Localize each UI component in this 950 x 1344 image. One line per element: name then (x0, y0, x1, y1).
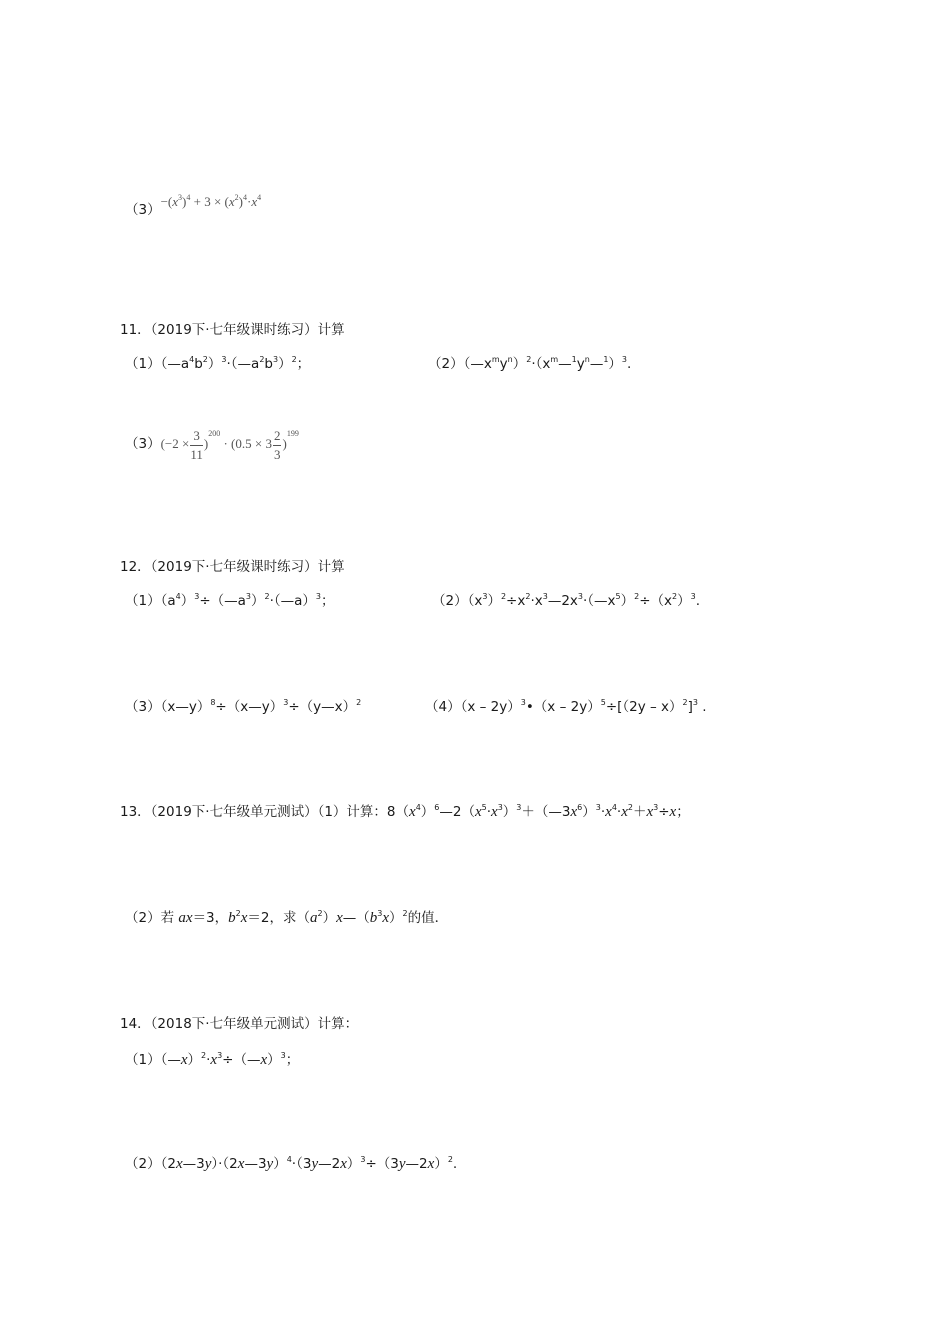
problem-14-item-1: $(1)(—x)^2\cdot x^3\div(—x)^3$； (125, 1051, 300, 1068)
problem-10-item-3 (125, 193, 262, 220)
problem-14-heading: 14．（2018下·七年级单元测试）计算： (120, 1016, 359, 1032)
problem-12-item-3: （3）（x—y）$^8$÷（x—y）$^3$÷（y—x）$^2$ (125, 698, 362, 715)
fraction: $\frac{3}{11}$ (190, 427, 203, 462)
problem-11-item-3: （3）(−2 × $\frac{3}{11}$ )$^{200}$ · (0.5 × 3 $\frac{2}{3}$ )$^{199}$ (125, 427, 299, 462)
item-label: （3） (125, 202, 161, 218)
fraction: $\frac{2}{3}$ (273, 427, 281, 462)
problem-13-line-2: （2）若 ax＝3，$b^2x=2$，求$(a^2)x—(b^3x)^2$的值． (125, 909, 449, 926)
problem-12-item-1: $(1)(a^4)^3\div(—a^3)^2\cdot(—a)^3$； (125, 592, 335, 609)
math-expression: (−2 × $\frac{3}{11}$ )$^{200}$ · (0.5 × 3 $\frac{2}{3}$ )$^{199}$ (160, 427, 299, 462)
problem-12-item-4: （4）（x – 2y）$^3$•（x – 2y）$^5$÷[（2y – x）$^2$]$^3$ . (425, 698, 707, 715)
problem-13-heading: 13．（2019下·七年级单元测试）（1）计算： (120, 804, 387, 820)
problem-14-item-2: （2）（2x—3y）·（2x—3y）$^4$·（3y—2x）$^3$÷（3y—2x）$^2$. (125, 1155, 458, 1172)
problem-12-item-2: $(2)(x^3)^2\div x^2\cdot x^3—2x^3\cdot(—x^5)^2\div(x^2)^3$. (432, 592, 701, 609)
problem-11-item-1: $(1)(—a^4b^2)^3\cdot(—a^2b^3)^2$； (125, 355, 311, 372)
math-expression: $-(x^3)^4 + 3 \times (x^2)^4\cdot x^4$ (160, 193, 262, 209)
problem-11-item-2: $(2)(—x^my^n)^2\cdot(x^m—^1y^n—^1)^3$. (428, 355, 632, 372)
problem-11-heading: 11．（2019下·七年级课时练习）计算 (120, 322, 345, 338)
problem-13-line-1: 13．（2019下·七年级单元测试）（1）计算：$8(x^4)^6—2(x^5\cdot x^3)^3+(—3x^6)^3\cdot x^4\cdot x^2+x^3\div x$； (120, 803, 690, 820)
problem-12-heading: 12．（2019下·七年级课时练习）计算 (120, 559, 345, 575)
